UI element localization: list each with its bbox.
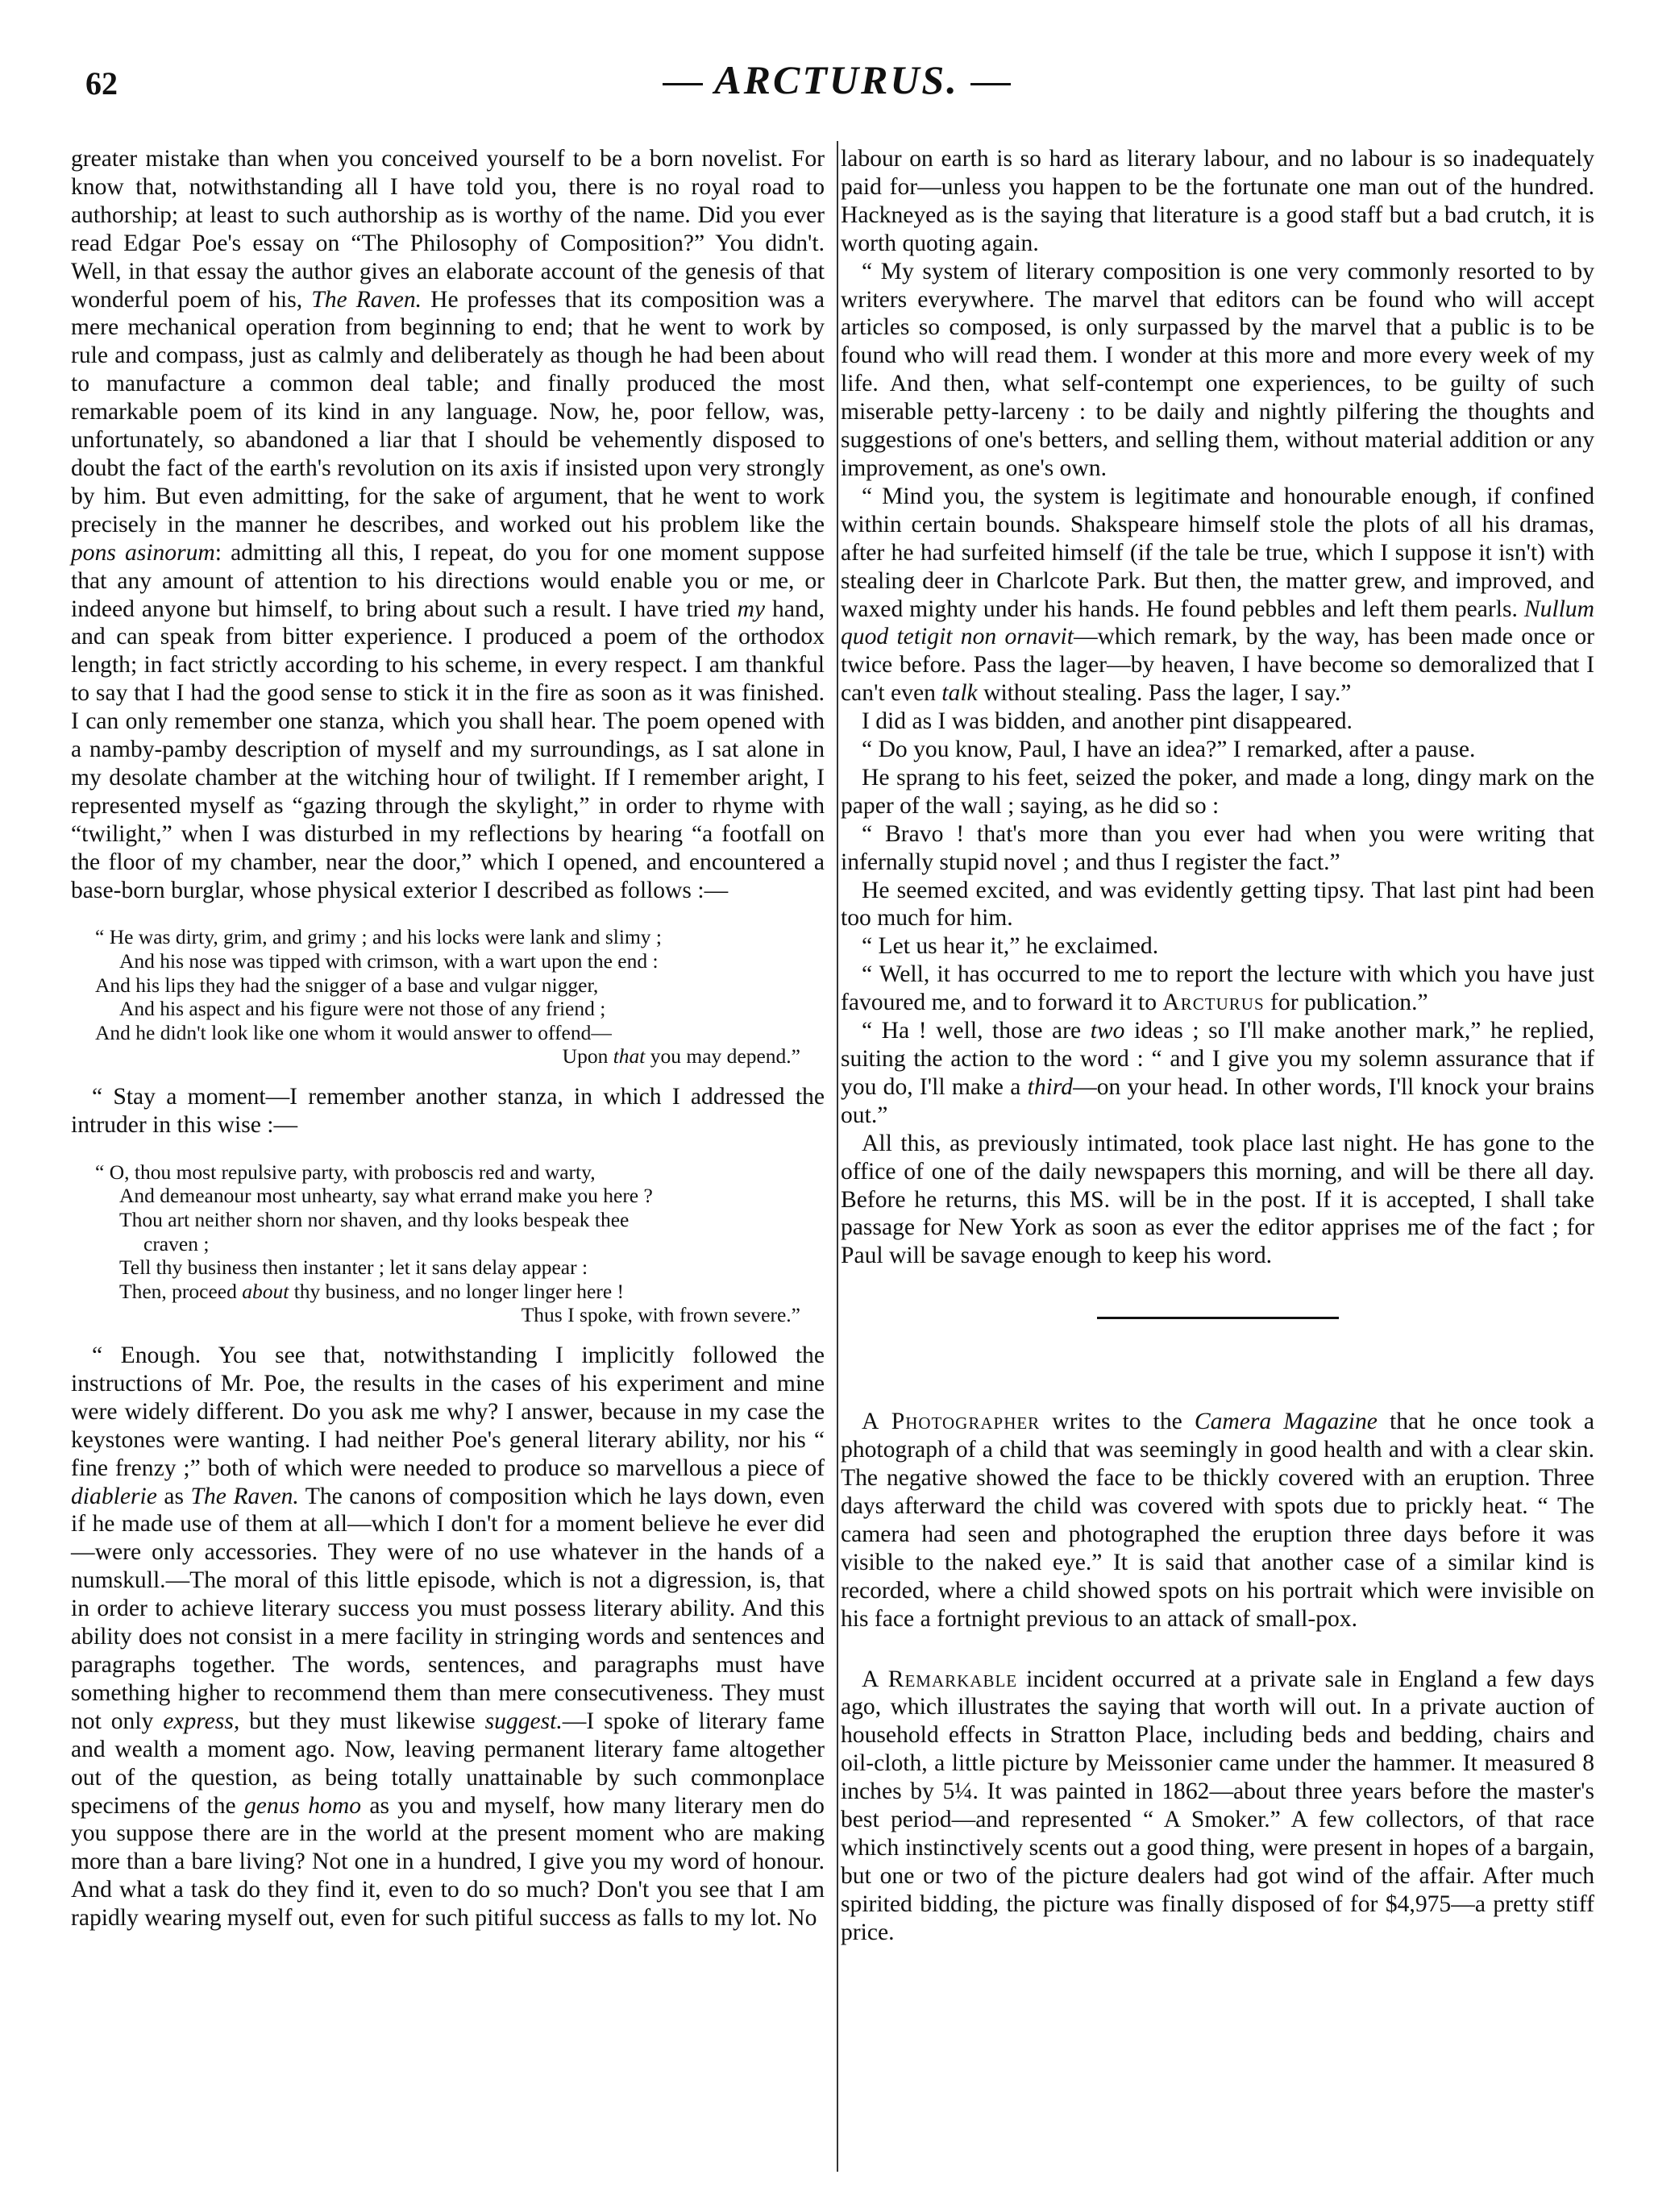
- masthead: [71, 56, 1602, 103]
- poem-line: And his aspect and his figure were not those of any friend ;: [119, 997, 606, 1021]
- section-separator: [1097, 1317, 1339, 1319]
- paragraph: I did as I was bidden, and another pint disappeared.: [862, 708, 1353, 735]
- paragraph: “ Ha ! well, those are two ideas ; so I'll make another mark,” he replied, suiting the action to the word : “ and I give you my solemn assurance that if you do, I'll make a third—on your head. In other words, I'll knock your brains out.”: [841, 1018, 1594, 1128]
- masthead-rule-left: [663, 83, 703, 85]
- paragraph: “ My system of literary composition is one very commonly resorted to by writers everywhere. The marvel that editors can be found who will accept articles so composed, is only surpassed by the marvel that a public is to be found who will read them. I wonder at this more and more every week of my life. And then, what self-contempt one experiences, to be guilty of such miserable petty-larceny : to be daily and nightly pilfering the thoughts and suggestions of one's betters, and selling them, without material addition or any improvement, as one's own.: [841, 258, 1594, 481]
- poem-line: Then, proceed about thy business, and no longer linger here !: [119, 1279, 625, 1303]
- left-column: [71, 145, 825, 1932]
- poem-line: Thus I spoke, with frown severe.”: [521, 1303, 800, 1327]
- poem-line: craven ;: [143, 1231, 210, 1255]
- paragraph: “ Enough. You see that, notwithstanding I implicitly followed the instructions of Mr. Poe, the results in the cases of his experiment and mine were widely different. Do you ask me why? I answer, because in my case the keystones were wanting. I had neither Poe's general literary ability, nor his “ fine frenzy ;” both of which were needed to produce so marvellous a piece of diablerie as The Raven. The canons of composition which he lays down, even if he made use of them at all—which I don't for a moment believe he ever did—were only accessories. They were of no use whatever in the hands of a numskull.—The moral of this little episode, which is not a digression, is, that in order to achieve literary success you must possess literary ability. And this ability does not consist in a mere facility in stringing words and sentences and paragraphs together. The words, sentences, and paragraphs must have something higher to recommend them than mere consecutiveness. They must not only express, but they must likewise suggest.—I spoke of literary fame and wealth a moment ago. Now, leaving permanent literary fame altogether out of the question, as being totally unattainable by such commonplace specimens of the genus homo as you and myself, how many literary men do you suppose there are in the world at the present moment who are making more than a bare living? Not one in a hundred, I give you my word of honour. And what a task do they find it, even to do so much? Don't you see that I am rapidly wearing myself out, even for such pitiful success as falls to my lot. No: [71, 1343, 825, 1932]
- right-column: [841, 145, 1594, 1947]
- paragraph: “ Mind you, the system is legitimate and honourable enough, if confined within certain bounds. Shakspeare himself stole the plots of all his dramas, after he had surfeited himself (if the tale be true, which I suppose it isn't) with stealing deer in Charlcote Park. But then, the matter grew, and improved, and waxed mighty under his hands. He found pebbles and left them pearls. Nullum quod tetigit non ornavit—which remark, by the way, has been made once or twice before. Pass the lager—by heaven, I have become so demoralized that I can't even talk without stealing. Pass the lager, I say.”: [841, 483, 1595, 707]
- poem-line: And he didn't look like one whom it would answer to offend—: [95, 1020, 612, 1044]
- paragraph: He sprang to his feet, seized the poker, and made a long, dingy mark on the paper of the wall ; saying, as he did so :: [841, 764, 1594, 819]
- page-header: [71, 50, 1602, 106]
- paragraph: “ Stay a moment—I remember another stanza, in which I addressed the intruder in this wise :—: [71, 1084, 825, 1138]
- poem-line: And his lips they had the snigger of a base and vulgar nigger,: [95, 973, 599, 997]
- news-item-meissonier: A Remarkable incident occurred at a private sale in England a few days ago, which illustrates the saying that worth will out. In a private auction of household effects in Stratton Place, including beds and bedding, chairs and oil-cloth, a little picture by Meissonier came under the hammer. It measured 8 inches by 5¼. It was painted in 1862—about three years before the master's best period—and represented “ A Smoker.” A few collectors, of that race which instinctively scents out a good thing, were present in hopes of a bargain, but one or two of the picture dealers had got wind of the affair. After much spirited bidding, the picture was finally disposed of for $4,975—a pretty stiff price.: [841, 1666, 1594, 1945]
- news-item-photographer: A Photographer writes to the Camera Magazine that he once took a photograph of a child that was seemingly in good health and with a clear skin. The negative showed the face to be thickly covered with an eruption. Three days afterward the child was covered with spots due to prickly heat. “ The camera had seen and photographed the eruption three days before it was visible to the naked eye.” It is said that another case of a similar kind is recorded, where a child showed spots on his portrait which were invisible on his face a fortnight previous to an attack of small-pox.: [841, 1409, 1595, 1632]
- poem-line: Upon that you may depend.”: [562, 1044, 800, 1069]
- paragraph: “ Bravo ! that's more than you ever had when you were writing that infernally stupid novel ; and thus I register the fact.”: [841, 820, 1594, 875]
- page-number: 62: [85, 65, 118, 102]
- poem-line: Tell thy business then instanter ; let it sans delay appear :: [119, 1255, 588, 1280]
- paragraph: “ Well, it has occurred to me to report the lecture with which you have just favoured me, and to forward it to Arcturus for publication.”: [841, 961, 1594, 1016]
- poem-stanza-2: [95, 1160, 825, 1327]
- paragraph: “ Do you know, Paul, I have an idea?” I remarked, after a pause.: [862, 737, 1476, 763]
- poem-line: “ He was dirty, grim, and grimy ; and his locks were lank and slimy ;: [95, 925, 662, 949]
- paragraph: All this, as previously intimated, took place last night. He has gone to the office of one of the daily newspapers this morning, and will be there all day. Before he returns, this MS. will be in the post. If it is accepted, I shall take passage for New York as soon as ever the editor apprises me of the fact ; for Paul will be savage enough to keep his word.: [841, 1130, 1594, 1269]
- poem-line: “ O, thou most repulsive party, with proboscis red and warty,: [95, 1160, 596, 1184]
- paragraph: “ Let us hear it,” he exclaimed.: [862, 933, 1159, 960]
- paragraph: greater mistake than when you conceived yourself to be a born novelist. For know that, notwithstanding all I have told you, there is no royal road to authorship; at least to such authorship as is worthy of the name. Did you ever read Edgar Poe's essay on “The Philosophy of Composition?” You didn't. Well, in that essay the author gives an elaborate account of the genesis of that wonderful poem of his, The Raven. He professes that its composition was a mere mechanical operation from beginning to end; that he went to work by rule and compass, just as calmly and deliberately as though he had been about to manufacture a common deal table; and finally produced the most remarkable poem of its kind in any language. Now, he, poor fellow, was, unfortunately, so abandoned a liar that I should be vehemently disposed to doubt the fact of the earth's revolution on its axis if insisted upon very strongly by him. But even admitting, for the sake of argument, that he went to work precisely in the manner he describes, and worked out his problem like the pons asinorum: admitting all this, I repeat, do you for one moment suppose that any amount of attention to his directions would enable you or me, or indeed anyone but himself, to bring about such a result. I have tried my hand, and can speak from bitter experience. I produced a poem of the orthodox length; in fact strictly according to his scheme, in every respect. I am thankful to say that I had the good sense to stick it in the fire as soon as it was finished. I can only remember one stanza, which you shall hear. The poem opened with a namby-pamby description of myself and my surroundings, as I sat alone in my desolate chamber at the witching hour of twilight. If I remember aright, I represented myself as “gazing through the skylight,” in order to rhyme with “twilight,” when I was disturbed in my reflections by hearing “a footfall on the floor of my chamber, near the door,” which I opened, and encountered a base-born burglar, whose physical exterior I described as follows :—: [71, 146, 825, 903]
- poem-line: And demeanour most unhearty, say what errand make you here ?: [119, 1184, 653, 1208]
- paragraph: labour on earth is so hard as literary labour, and no labour is so inadequately paid for—unless you happen to be the fortunate one man out of the hundred. Hackneyed as is the saying that literature is a good staff but a bad crutch, it is worth quoting again.: [841, 146, 1594, 256]
- poem-line: Thou art neither shorn nor shaven, and thy looks bespeak thee: [119, 1208, 630, 1232]
- masthead-title: ARCTURUS.: [714, 57, 959, 102]
- spacer: [841, 1633, 1594, 1666]
- paragraph: He seemed excited, and was evidently getting tipsy. That last pint had been too much for him.: [841, 877, 1594, 932]
- masthead-rule-right: [970, 83, 1011, 85]
- poem-stanza-1: [95, 925, 825, 1069]
- poem-line: And his nose was tipped with crimson, with a wart upon the end :: [119, 949, 659, 973]
- column-divider: [837, 141, 838, 2172]
